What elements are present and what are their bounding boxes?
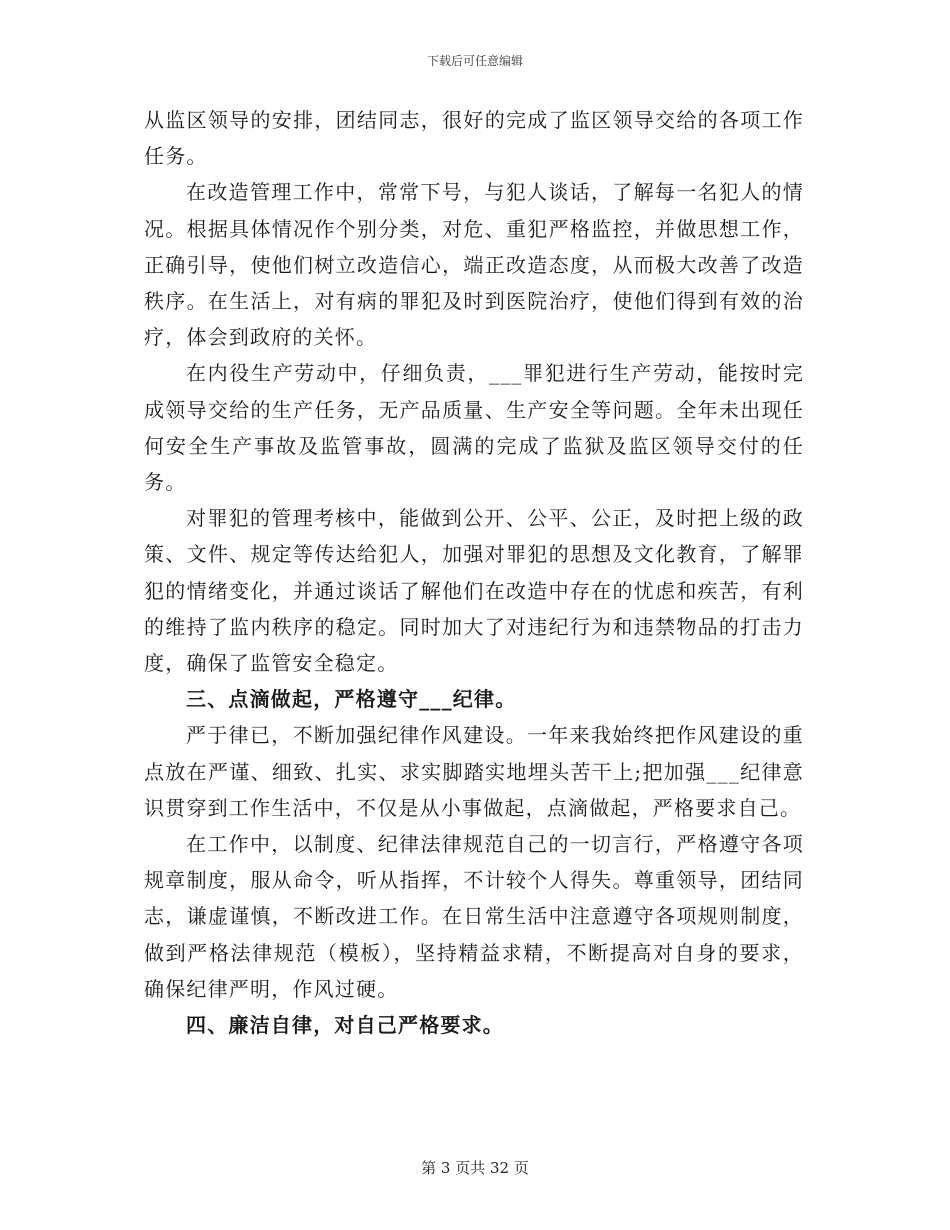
paragraph: 在工作中，以制度、纪律法律规范自己的一切言行，严格遵守各项规章制度，服从命令，听从指挥，不计较个人得失。尊重领导，团结同志，谦虚谨慎，不断改进工作。在日常生活中注意遵守各项规则制度，做到严格法律规范（模板），坚持精益求精，不断提高对自身的要求，确保纪律严明，作风过硬。	[144, 832, 804, 1001]
section-heading: 三、点滴做起，严格遵守___纪律。	[186, 687, 517, 712]
paragraph: 对罪犯的管理考核中，能做到公开、公平、公正，及时把上级的政策、文件、规定等传达给犯人，加强对罪犯的思想及文化教育，了解罪犯的情绪变化，并通过谈话了解他们在改造中存在的忧虑和疾苦，有利的维持了监内秩序的稳定。同时加大了对违纪行为和违禁物品的打击力度，确保了监管安全稳定。	[144, 506, 804, 676]
paragraph: 严于律已，不断加强纪律作风建设。一年来我始终把作风建设的重点放在严谨、细致、扎实、求实脚踏实地埋头苦干上;把加强___纪律意识贯穿到工作生活中，不仅是从小事做起，点滴做起，严格要求自己。	[144, 723, 804, 820]
page-footer: 第 3 页共 32 页	[421, 1159, 529, 1177]
document-body	[144, 102, 804, 1043]
paragraph: 在改造管理工作中，常常下号，与犯人谈话，了解每一名犯人的情况。根据具体情况作个别分类，对危、重犯严格监控，并做思想工作，正确引导，使他们树立改造信心，端正改造态度，从而极大改善了改造秩序。在生活上，对有病的罪犯及时到医院治疗，使他们得到有效的治疗，体会到政府的关怀。	[144, 180, 804, 350]
section-heading: 四、廉洁自律，对自己严格要求。	[186, 1013, 504, 1038]
paragraph: 在内役生产劳动中，仔细负责，___罪犯进行生产劳动，能按时完成领导交给的生产任务，无产品质量、生产安全等问题。全年未出现任何安全生产事故及监管事故，圆满的完成了监狱及监区领导交付的任务。	[144, 361, 804, 495]
paragraph-continuation: 从监区领导的安排，团结同志，很好的完成了监区领导交给的各项工作任务。	[144, 108, 804, 169]
page-header: 下载后可任意编辑	[426, 54, 523, 68]
